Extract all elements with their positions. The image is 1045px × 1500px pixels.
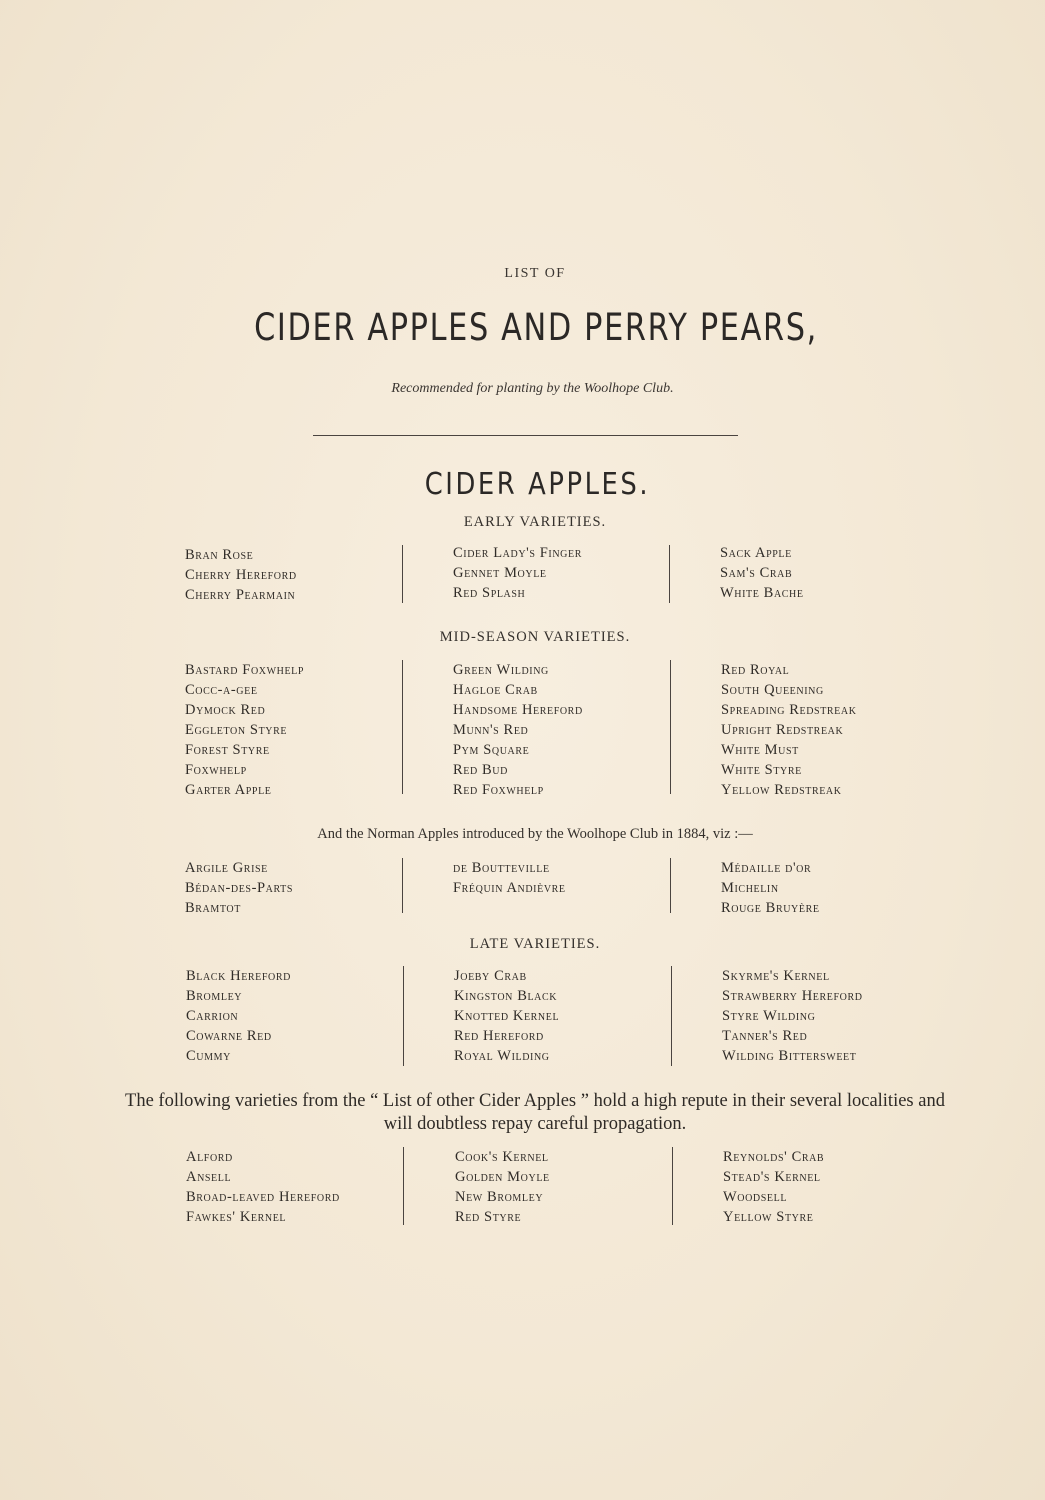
variety-name: Cocc-a-gee — [185, 682, 258, 698]
variety-name: New Bromley — [455, 1189, 544, 1205]
variety-name: Alford — [186, 1149, 233, 1165]
variety-name: Gennet Moyle — [453, 565, 547, 581]
variety-name: Reynolds' Crab — [723, 1149, 825, 1165]
variety-name: Bromley — [186, 988, 243, 1004]
list-of-kicker: LIST OF — [504, 266, 566, 281]
variety-name: Cook's Kernel — [455, 1149, 549, 1165]
norman-column-1 — [185, 858, 293, 918]
late-column-1 — [186, 966, 291, 1066]
late-column-3 — [722, 966, 863, 1066]
variety-name: Ansell — [186, 1169, 232, 1185]
variety-name: Bastard Foxwhelp — [185, 662, 305, 678]
heading-midseason-varieties: MID-SEASON VARIETIES. — [439, 629, 631, 645]
variety-name: Cowarne Red — [186, 1028, 272, 1044]
norman-column-3 — [721, 858, 820, 918]
page-title: CIDER APPLES AND PERRY PEARS, — [254, 306, 818, 349]
other-column-1 — [186, 1147, 340, 1227]
page-subtitle: Recommended for planting by the Woolhope Club. — [391, 381, 674, 396]
variety-name: Broad-leaved Hereford — [186, 1189, 340, 1205]
late-column-2 — [454, 966, 559, 1066]
variety-name: Rouge Bruyère — [721, 900, 820, 916]
variety-name: Fawkes' Kernel — [186, 1209, 287, 1225]
midseason-column-1 — [185, 660, 304, 800]
variety-name: Kingston Black — [454, 988, 558, 1004]
variety-name: Yellow Styre — [723, 1209, 814, 1225]
variety-name: Michelin — [721, 880, 779, 896]
early-column-1 — [185, 545, 297, 605]
variety-name: Black Hereford — [186, 968, 291, 984]
column-divider — [402, 858, 403, 913]
column-divider — [403, 1147, 404, 1225]
column-divider — [669, 545, 670, 603]
variety-name: Sack Apple — [720, 545, 792, 561]
column-divider — [671, 966, 672, 1066]
variety-name: Cider Lady's Finger — [453, 545, 582, 561]
variety-name: Wilding Bittersweet — [722, 1048, 857, 1064]
early-column-2 — [453, 543, 582, 603]
variety-name: Yellow Redstreak — [721, 782, 842, 798]
column-divider — [670, 858, 671, 913]
variety-name: Cummy — [186, 1048, 231, 1064]
variety-name: Cherry Hereford — [185, 567, 297, 583]
variety-name: Joeby Crab — [454, 968, 527, 984]
variety-name: Royal Wilding — [454, 1048, 550, 1064]
other-apples-note: The following varieties from the “ List of other Cider Apples ” hold a high repute in their several localities and will doubtless repay careful propagation. — [125, 1091, 945, 1134]
variety-name: Garter Apple — [185, 782, 272, 798]
norman-column-2 — [453, 858, 566, 898]
midseason-column-2 — [453, 660, 583, 800]
variety-name: Red Styre — [455, 1209, 522, 1225]
norman-apples-note: And the Norman Apples introduced by the Woolhope Club in 1884, viz :— — [317, 826, 753, 842]
variety-name: Skyrme's Kernel — [722, 968, 830, 984]
variety-name: Red Splash — [453, 585, 526, 601]
variety-name: White Must — [721, 742, 799, 758]
heading-late-varieties: LATE VARIETIES. — [469, 936, 601, 952]
variety-name: Strawberry Hereford — [722, 988, 863, 1004]
variety-name: Handsome Hereford — [453, 702, 583, 718]
column-divider — [402, 545, 403, 603]
variety-name: Bramtot — [185, 900, 241, 916]
column-divider — [403, 966, 404, 1066]
variety-name: Golden Moyle — [455, 1169, 550, 1185]
variety-name: Argile Grise — [185, 860, 268, 876]
variety-name: Upright Redstreak — [721, 722, 844, 738]
variety-name: Red Foxwhelp — [453, 782, 544, 798]
variety-name: Spreading Redstreak — [721, 702, 857, 718]
variety-name: Tanner's Red — [722, 1028, 808, 1044]
column-divider — [402, 660, 403, 794]
section-title-cider-apples: CIDER APPLES. — [424, 467, 651, 502]
column-divider — [672, 1147, 673, 1225]
variety-name: White Bache — [720, 585, 804, 601]
variety-name: Forest Styre — [185, 742, 270, 758]
midseason-column-3 — [721, 660, 857, 800]
variety-name: Fréquin Andièvre — [453, 880, 566, 896]
early-column-3 — [720, 543, 804, 603]
variety-name: Sam's Crab — [720, 565, 793, 581]
variety-name: Bédan-des-Parts — [185, 880, 294, 896]
variety-name: White Styre — [721, 762, 802, 778]
variety-name: Styre Wilding — [722, 1008, 816, 1024]
variety-name: Stead's Kernel — [723, 1169, 821, 1185]
variety-name: Cherry Pearmain — [185, 587, 296, 603]
heading-early-varieties: EARLY VARIETIES. — [463, 514, 607, 530]
variety-name: Woodsell — [723, 1189, 788, 1205]
variety-name: de Boutteville — [453, 860, 550, 876]
other-column-3 — [723, 1147, 824, 1227]
title-divider — [313, 435, 738, 436]
variety-name: Knotted Kernel — [454, 1008, 560, 1024]
variety-name: Red Hereford — [454, 1028, 544, 1044]
variety-name: Foxwhelp — [185, 762, 247, 778]
other-column-2 — [455, 1147, 550, 1227]
variety-name: Green Wilding — [453, 662, 549, 678]
variety-name: Red Royal — [721, 662, 790, 678]
variety-name: Médaille d'or — [721, 860, 812, 876]
variety-name: Carrion — [186, 1008, 239, 1024]
variety-name: Munn's Red — [453, 722, 529, 738]
variety-name: Hagloe Crab — [453, 682, 538, 698]
variety-name: Dymock Red — [185, 702, 266, 718]
column-divider — [670, 660, 671, 794]
variety-name: Eggleton Styre — [185, 722, 288, 738]
variety-name: Red Bud — [453, 762, 508, 778]
variety-name: Pym Square — [453, 742, 530, 758]
variety-name: Bran Rose — [185, 547, 254, 563]
variety-name: South Queening — [721, 682, 824, 698]
